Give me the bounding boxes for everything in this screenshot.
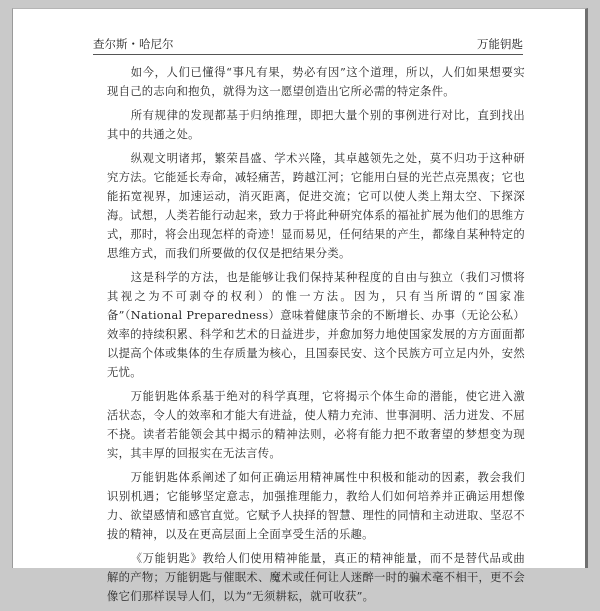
header-book-title: 万能钥匙 bbox=[477, 37, 523, 51]
paragraph: 万能钥匙体系阐述了如何正确运用精神属性中积极和能动的因素，教会我们识别机遇；它能够坚定意志，加强推理能力，教给人们如何培养并正确运用想像力、欲望感情和感官直觉。它赋予人抉择的智慧、理性的同情和主动进取、坚忍不拔的精神，以及在更高层面上全面享受生活的乐趣。 bbox=[107, 471, 525, 541]
paragraph: 这是科学的方法，也是能够让我们保持某种程度的自由与独立（我们习惯将其视之为不可剥夺的权利）的惟一方法。因为，只有当所谓的“国家准备”（National Preparedness）意味着健康节余的不断增长、办事（无论公私）效率的持续积累、科学和艺术的日益进步，并愈加努力地使国家发展的方方面面都以提高个体或集体的生存质量为核心，且国泰民安、这个民族方可立足内外，安然无忧。 bbox=[107, 271, 525, 379]
page-header bbox=[93, 36, 523, 55]
document-page bbox=[12, 8, 588, 603]
paragraph: 纵观文明诸邦，繁荣昌盛、学术兴隆，其卓越领先之处，莫不归功于这种研究方法。它能延长寿命，减轻痛苦，跨越江河；它能用白昼的光芒点亮黑夜；它也能拓宽视界，加速运动，消灭距离，促进交流；它可以使人类上翔太空、下探深海。试想，人类若能行动起来，致力于将此种研究体系的福祉扩展为他们的思维方式，那时，将会出现怎样的奇迹！显而易见，任何结果的产生，都缘自某种特定的思维方式，而我们所要做的仅仅是把结果分类。 bbox=[107, 152, 525, 260]
paragraph: 《万能钥匙》教给人们使用精神能量，真正的精神能量，而不是替代品或曲解的产物；万能钥匙与催眠术、魔术或任何让人迷醉一时的骗术毫不相干，更不会像它们那样误导人们，以为“无须耕耘，就可收获”。 bbox=[107, 552, 525, 603]
page-body bbox=[107, 63, 525, 611]
header-author: 查尔斯・哈尼尔 bbox=[93, 37, 174, 51]
paragraph: 如今，人们已懂得“事凡有果，势必有因”这个道理，所以，人们如果想要实现自己的志向和抱负，就得为这一愿望创造出它所必需的特定条件。 bbox=[107, 66, 525, 98]
paragraph: 万能钥匙体系基于绝对的科学真理，它将揭示个体生命的潜能，使它进入激活状态，令人的效率和才能大有进益，使人精力充沛、世事洞明、活力迸发、不屈不挠。读者若能领会其中揭示的精神法则，必将有能力把不敢奢望的梦想变为现实，其丰厚的回报实在无法言传。 bbox=[107, 390, 525, 460]
paragraph: 所有规律的发现都基于归纳推理，即把大量个别的事例进行对比，直到找出其中的共通之处。 bbox=[107, 109, 525, 141]
